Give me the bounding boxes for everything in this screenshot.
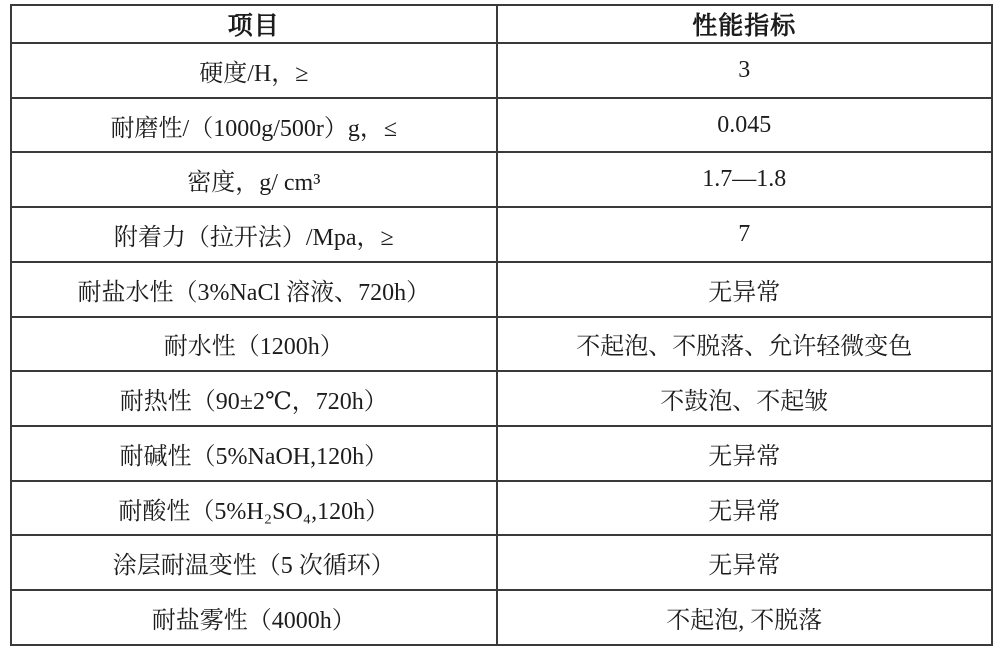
item-cell: 耐水性（1200h） (11, 317, 497, 372)
value-cell: 无异常 (497, 481, 992, 536)
value-cell: 7 (497, 207, 992, 262)
item-cell: 耐盐水性（3%NaCl 溶液、720h） (11, 262, 497, 317)
item-cell: 耐磨性/（1000g/500r）g，≤ (11, 98, 497, 153)
table-row (11, 426, 992, 481)
table-row (11, 43, 992, 98)
item-cell: 耐盐雾性（4000h） (11, 590, 497, 645)
performance-spec-table (10, 4, 993, 646)
table-row (11, 590, 992, 645)
value-cell: 3 (497, 43, 992, 98)
value-cell: 0.045 (497, 98, 992, 153)
value-cell: 不起泡, 不脱落 (497, 590, 992, 645)
item-cell: 附着力（拉开法）/Mpa，≥ (11, 207, 497, 262)
value-cell: 1.7—1.8 (497, 152, 992, 207)
value-cell: 不起泡、不脱落、允许轻微变色 (497, 317, 992, 372)
item-cell: 密度，g/ cm³ (11, 152, 497, 207)
table-row (11, 317, 992, 372)
table-row (11, 481, 992, 536)
value-cell: 无异常 (497, 426, 992, 481)
item-cell: 耐酸性（5%H₂SO₄,120h） (11, 481, 497, 536)
table-row (11, 371, 992, 426)
value-cell: 不鼓泡、不起皱 (497, 371, 992, 426)
value-cell: 无异常 (497, 262, 992, 317)
header-cell-value: 性能指标 (497, 5, 992, 43)
table-row (11, 262, 992, 317)
header-row (11, 5, 992, 43)
table-row (11, 98, 992, 153)
table-row (11, 535, 992, 590)
table-row (11, 207, 992, 262)
item-cell: 耐碱性（5%NaOH,120h） (11, 426, 497, 481)
header-cell-item: 项目 (11, 5, 497, 43)
item-cell: 硬度/H，≥ (11, 43, 497, 98)
value-cell: 无异常 (497, 535, 992, 590)
item-cell: 涂层耐温变性（5 次循环） (11, 535, 497, 590)
item-cell: 耐热性（90±2℃，720h） (11, 371, 497, 426)
table-row (11, 152, 992, 207)
